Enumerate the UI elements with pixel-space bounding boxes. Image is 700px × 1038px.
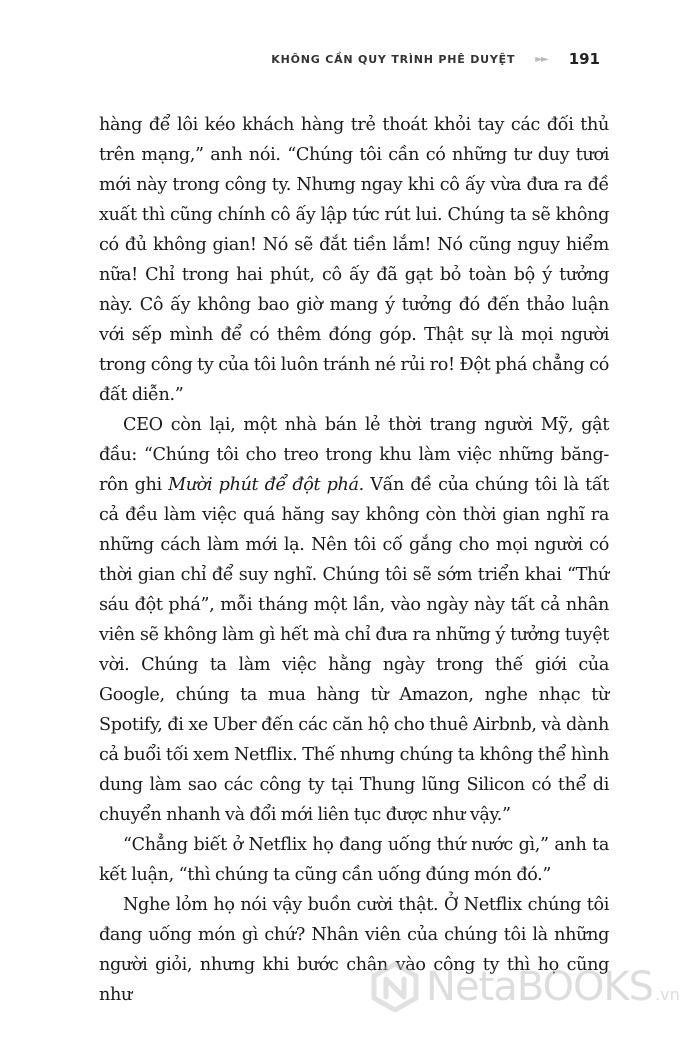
text-run: Nghe lỏm họ nói vậy buồn cười thật. Ở Netflix chúng tôi đang uống món gì chứ? Nhân viên của chúng tôi là những người giỏi, nhưng khi bước chân vào công ty thì họ cũng như (99, 895, 609, 1005)
text-run: “Chẳng biết ở Netflix họ đang uống thứ nước gì,” anh ta kết luận, “thì chúng ta cũng cần uống đúng món đó.” (99, 835, 609, 885)
text-run: . Vấn đề của chúng tôi là tất cả đều làm việc quá hăng say không còn thời gian nghĩ ra những cách làm mới lạ. Nên tôi cố gắng cho mọi người có thời gian chỉ để suy nghĩ. Chúng tôi sẽ sớm triển khai “Thứ sáu đột phá”, mỗi tháng một lần, vào ngày này tất cả nhân viên sẽ không làm gì hết mà chỉ đưa ra những ý tưởng tuyệt vời. Chúng ta làm việc hằng ngày trong thế giới của Google, chúng ta mua hàng từ Amazon, nghe nhạc từ Spotify, đi xe Uber đến các căn hộ cho thuê Airbnb, và dành cả buổi tối xem Netflix. Thế nhưng chúng ta không thể hình dung làm sao các công ty tại Thung lũng Silicon có thể di chuyển nhanh và đổi mới liên tục được như vậy.” (99, 475, 609, 825)
text-run: CEO còn lại, một nhà bán lẻ thời trang người Mỹ, gật đầu: “Chúng tôi cho treo trong khu làm việc những băng-rôn ghi (99, 415, 609, 495)
netabooks-logo-icon (368, 960, 422, 1014)
paragraph (99, 410, 609, 830)
watermark-suffix: .vn (655, 985, 680, 1004)
body-text (99, 110, 609, 1010)
text-run: hàng để lôi kéo khách hàng trẻ thoát khỏi tay các đối thủ trên mạng,” anh nói. “Chúng tôi cần có những tư duy tươi mới này trong công ty. Nhưng ngay khi cô ấy vừa đưa ra đề xuất thì cũng chính cô ấy lập tức rút lui. Chúng ta sẽ không có đủ không gian! Nó sẽ đắt tiền lắm! Nó cũng nguy hiểm nữa! Chỉ trong hai phút, cô ấy đã gạt bỏ toàn bộ ý tưởng này. Cô ấy không bao giờ mang ý tưởng đó đến thảo luận với sếp mình để có thêm đóng góp. Thật sự là mọi người trong công ty của tôi luôn tránh né rủi ro! Đột phá chẳng có đất diễn.” (99, 115, 609, 405)
arrows-icon: ►► (535, 53, 547, 65)
paragraph (99, 830, 609, 890)
watermark (368, 960, 680, 1014)
running-title: KHÔNG CẦN QUY TRÌNH PHÊ DUYỆT (271, 52, 516, 66)
paragraph (99, 110, 609, 410)
watermark-brand: NetaBOOKS (426, 964, 654, 1010)
page-number: 191 (568, 50, 600, 68)
italic-text: Mười phút để đột phá (168, 475, 359, 495)
running-header (271, 50, 600, 68)
